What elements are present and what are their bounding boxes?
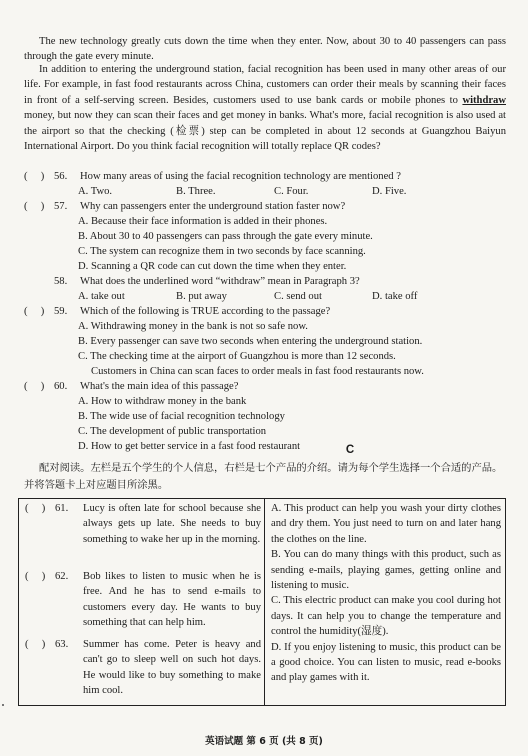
question-stem: Why can passengers enter the underground station faster now? [80,201,346,212]
question-57 [24,199,514,214]
question-59 [24,304,514,319]
option: A. How to withdraw money in the bank [78,396,247,407]
question-stem: Which of the following is TRUE according to the passage? [80,306,331,317]
product-description: D. If you enjoy listening to music, this product can be a good choice. You can listen to music, read e-books and play games with it. [271,641,501,684]
passage-paragraph-1: The new technology greatly cuts down the time when they enter. Now, about 30 to 40 passengers can pass through the gate every minute. [24,36,506,63]
option: A. Two. [78,186,113,197]
question-58 [24,274,514,289]
option: B. About 30 to 40 passengers can pass through the gate every minute. [78,231,373,242]
passage-text: money, but now they can scan their faces and get money in banks. What's more, facial recognition is also used at the airport so that the checking (检票) step can be completed in about 12 seconds at Guangzhou Baiyun International Airport. Do you think facial recognition will totally replace QR codes? [24,110,506,153]
answer-bracket[interactable]: ( ) [24,201,45,212]
option: C. send out [274,291,322,302]
option: A. Withdrawing money in the bank is not so safe now. [78,321,308,332]
student-description: Lucy is often late for school because she always gets up late. She needs to buy something to wake her up in the morning. [83,503,261,545]
section-heading: C [345,444,355,456]
option: B. Three. [176,186,216,197]
matching-table [18,498,506,706]
product-column [266,499,506,705]
question-number: 60. [54,381,68,392]
option-continuation: Customers in China can scan faces to order meals in fast food restaurants now. [91,366,424,377]
option: D. take off [372,291,418,302]
question-number: 59. [54,306,68,317]
question-stem: How many areas of using the facial recognition technology are mentioned ? [80,171,401,182]
student-column [19,499,265,705]
option: B. put away [176,291,227,302]
answer-bracket[interactable]: ( ) [25,639,46,650]
product-description: B. You can do many things with this product, such as sending e-mails, playing games, getting online and listening to music. [271,549,501,592]
answer-bracket[interactable]: ( ) [25,571,46,582]
student-item-63 [21,637,263,705]
page-footer: 英语试题 第 6 页 (共 8 页) [205,736,323,747]
student-item-62 [21,569,263,637]
question-56 [24,169,514,184]
options-56 [78,184,498,199]
student-description: Summer has come. Peter is heavy and can't go to sleep well on such hot days. He would like to buy something to make him cool. [83,639,261,697]
question-60 [24,379,514,394]
answer-bracket[interactable]: ( ) [24,306,45,317]
passage-paragraph-2 [24,62,506,154]
question-stem: What does the underlined word “withdraw” mean in Paragraph 3? [80,276,360,287]
option: D. How to get better service in a fast food restaurant [78,441,301,452]
option: D. Five. [372,186,407,197]
question-number: 58. [54,276,68,287]
question-number: 62. [55,571,69,582]
product-description: C. This electric product can make you cool during hot days. It can help you to change the temperature and control the humidity(湿度). [271,595,501,638]
scan-mark [2,704,4,706]
student-item-61 [21,501,263,569]
options-58 [78,289,498,304]
answer-bracket[interactable]: ( ) [24,171,45,182]
option: B. Every passenger can save two seconds when entering the underground station. [78,336,423,347]
option: A. take out [78,291,125,302]
passage-text: In addition to entering the underground station, facial recognition has been used in many other areas of our life. For example, in fast food restaurants across China, customers can order their meals by scanning their faces in front of a self-serving screen. Besides, customers used to use bank cards or mobile phones to [24,64,506,106]
option: C. The checking time at the airport of Guangzhou is more than 12 seconds. [78,351,396,362]
question-number: 57. [54,201,68,212]
question-number: 63. [55,639,69,650]
question-stem: What's the main idea of this passage? [80,381,239,392]
option: C. The development of public transportation [78,426,267,437]
product-description: A. This product can help you wash your dirty clothes and dry them. You just need to turn on and later hang the clothes on the line. [271,503,501,545]
section-instructions: 配对阅读。左栏是五个学生的个人信息，右栏是七个产品的介绍。请为每个学生选择一个合适的产品。并将答题卡上对应题目所涂黑。 [24,462,503,491]
answer-bracket[interactable]: ( ) [24,381,45,392]
student-description: Bob likes to listen to music when he is free. And he has to send e-mails to customers every day. He wants to buy something that can help him. [83,571,261,629]
option: B. The wide use of facial recognition technology [78,411,285,422]
answer-bracket[interactable]: ( ) [25,503,46,514]
underlined-word: withdraw [462,94,506,106]
option: D. Scanning a QR code can cut down the time when they enter. [78,261,347,272]
option: C. Four. [274,186,309,197]
question-number: 61. [55,503,69,514]
option: A. Because their face information is added in their phones. [78,216,328,227]
option: C. The system can recognize them in two seconds by face scanning. [78,246,366,257]
question-number: 56. [54,171,68,182]
